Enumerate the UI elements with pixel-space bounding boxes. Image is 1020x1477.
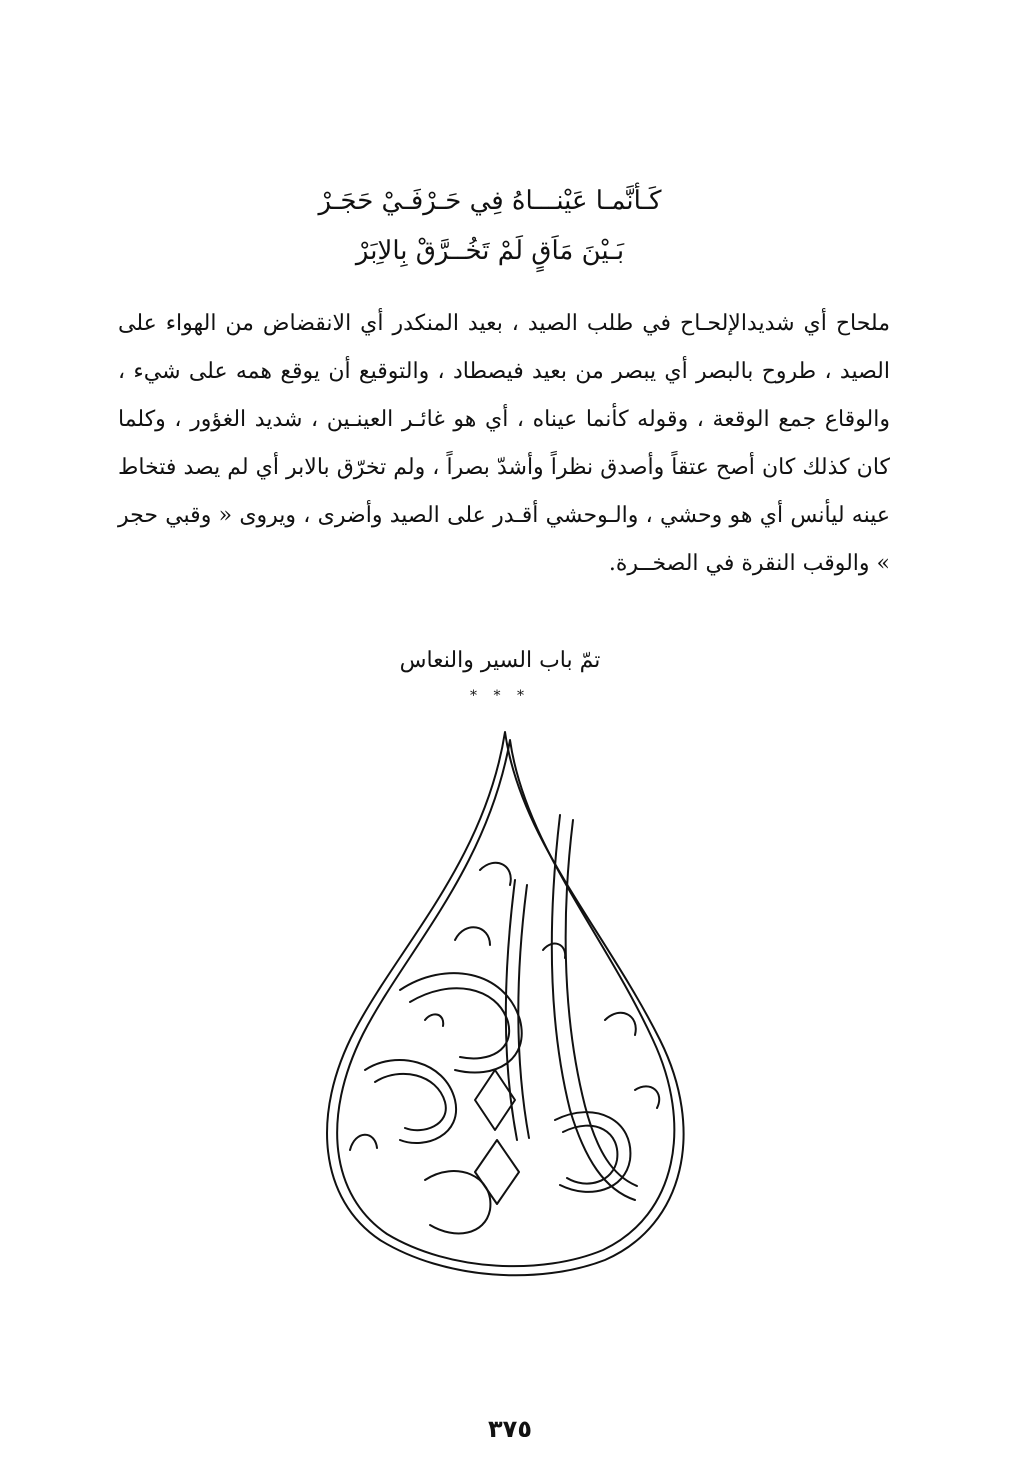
poem-verse: [290, 176, 690, 276]
verse-line-1: كَـأنَّمـا عَيْنـــاهُ فِي حَـرْفَـيْ حَجَـرْ: [318, 186, 662, 216]
commentary-text: ملحاح أي شديدالإلحـاح في طلب الصيد ، بعيد المنكدر أي الانقضاض من الهواء على الصيد ، طروح بالبصر أي يبصر من بعيد فيصطاد ، والتوقيع أن يوقع همه على شيء ، والوقاع جمع الوقعة ، وقوله كأنما عيناه ، أي هو غائـر العينـين ، شديد الغؤور ، وكلما كان كذلك كان أصح عتقاً وأصدق نظراً وأشدّ بصراً ، ولم تخرّق بالابر أي لم يصد فتخاط عينه ليأنس أي هو وحشي ، والـوحشي أقـدر على الصيد وأضرى ، ويروى « وقبي حجر » والوقب النقرة في الصخــرة.: [118, 311, 890, 576]
commentary-paragraph: [118, 300, 890, 588]
calligraphy-teardrop-ornament: [305, 720, 715, 1280]
section-divider-stars: * * *: [470, 688, 530, 704]
chapter-end-note: تمّ باب السير والنعاس: [399, 648, 601, 673]
verse-line-2: بَـيْنَ مَاَقٍ لَمْ تَخُــرَّقْ بِالاِبَرْ: [355, 236, 625, 266]
page-number: ٣٧٥: [488, 1415, 532, 1443]
